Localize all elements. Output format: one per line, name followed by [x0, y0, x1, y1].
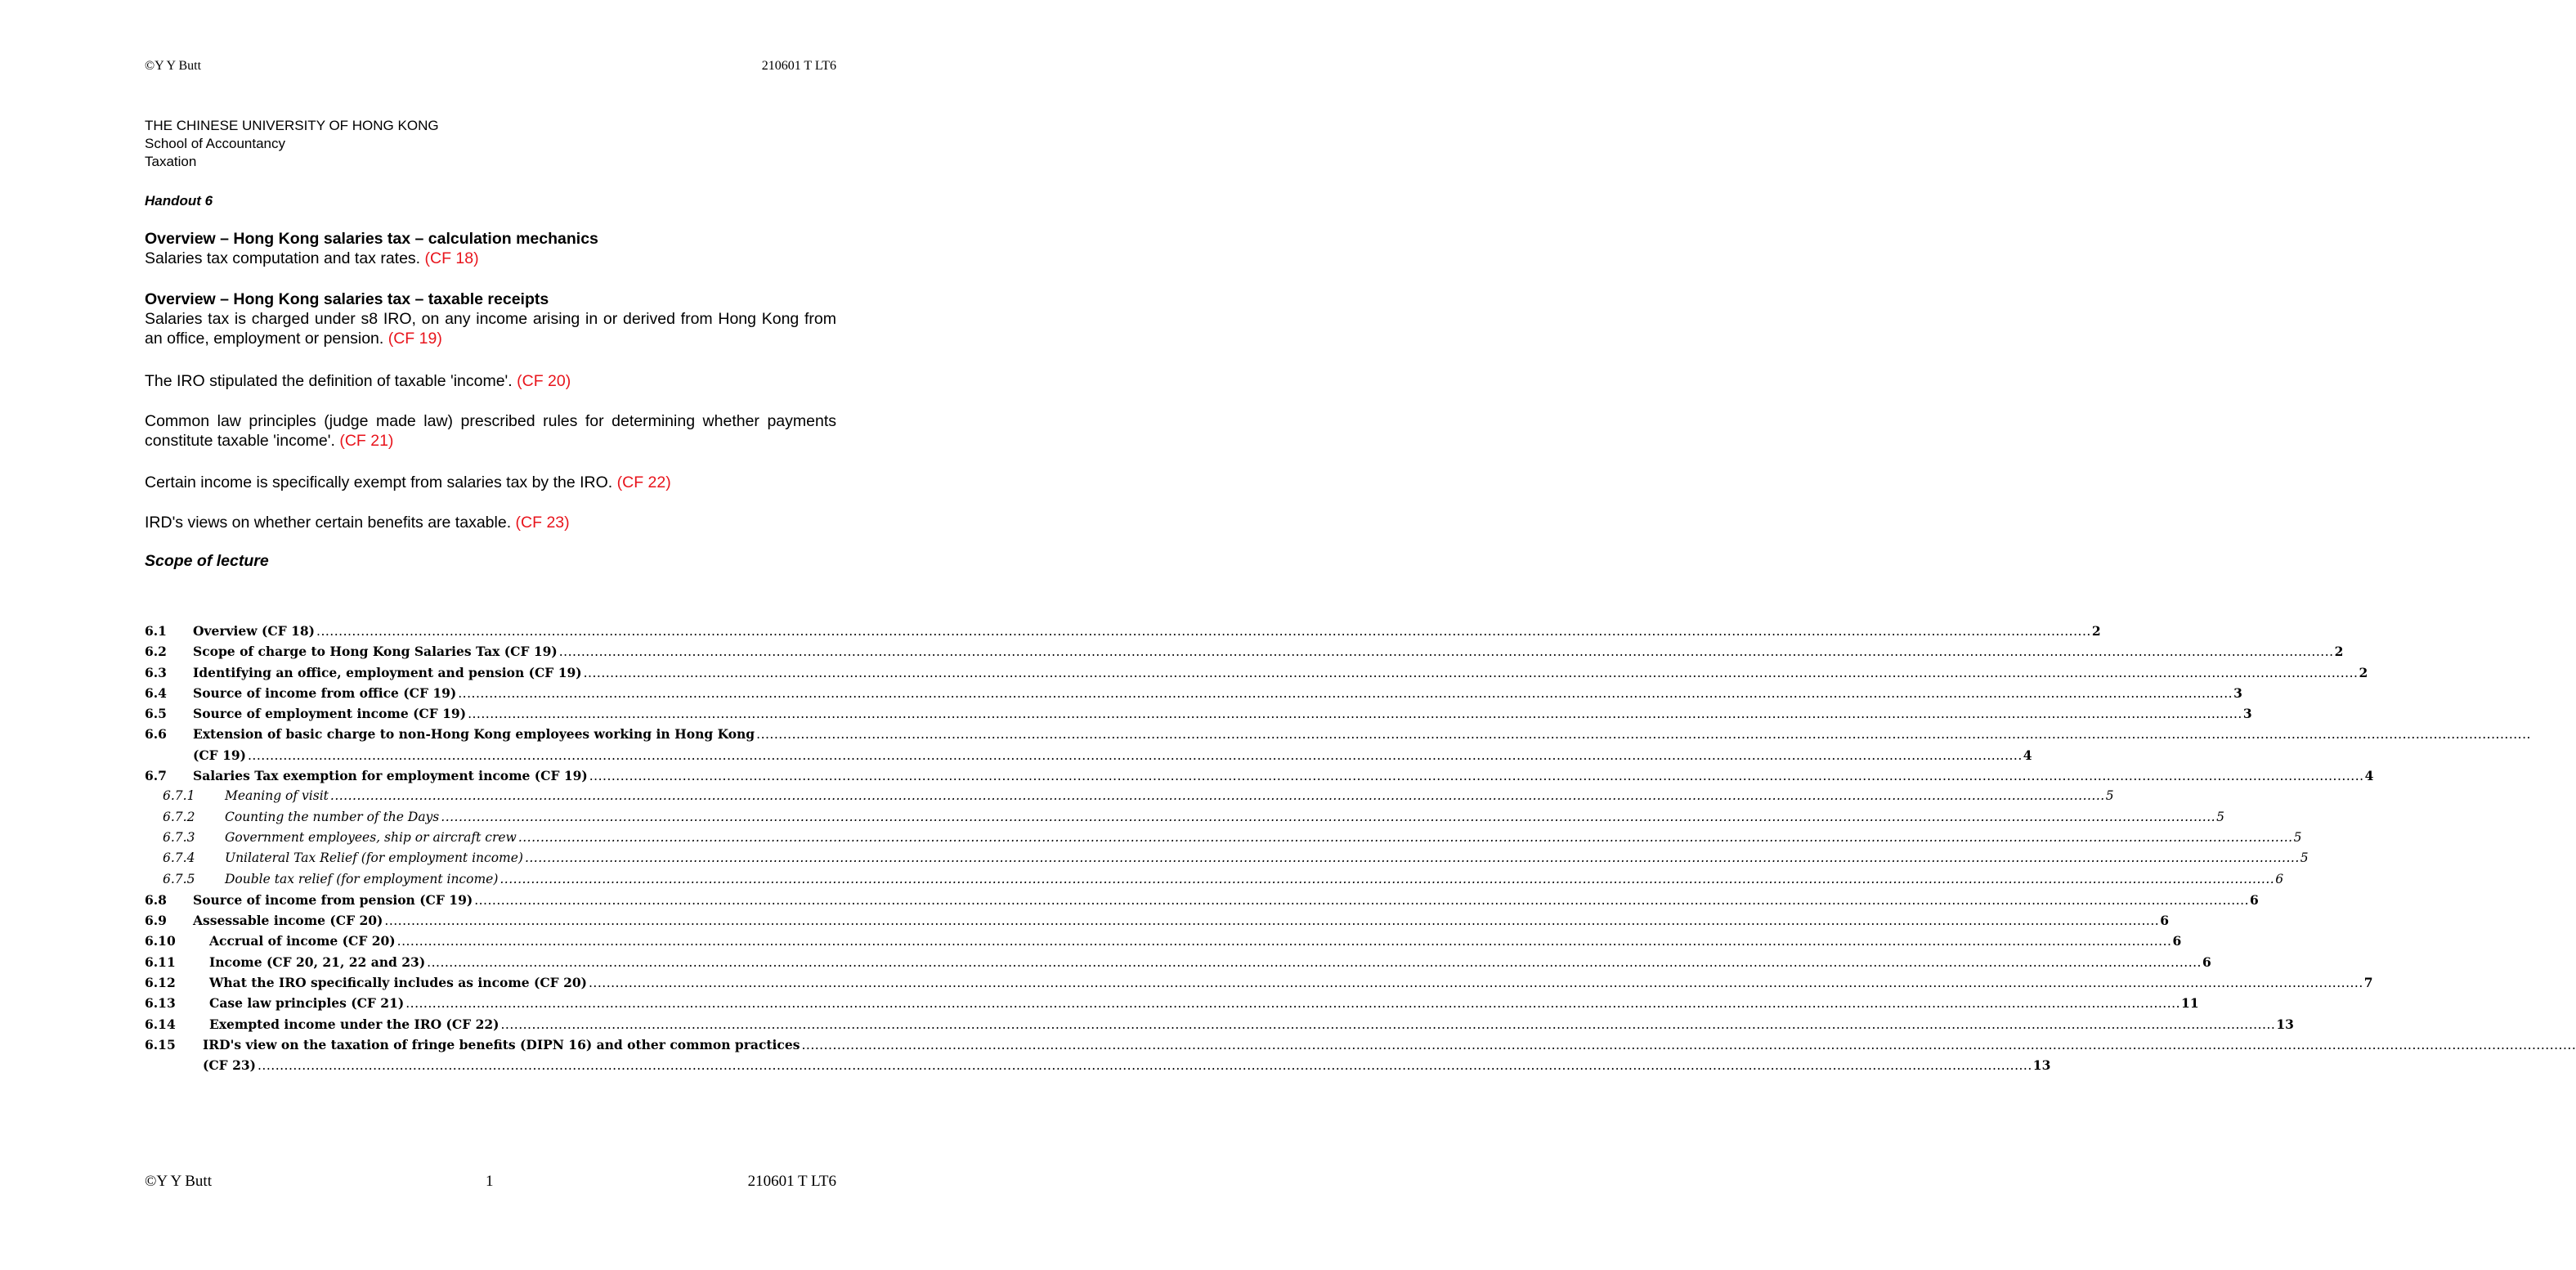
toc-entry-number: 6.10 [145, 933, 176, 949]
scope-heading: Scope of lecture [145, 552, 269, 570]
toc-entry-page: 5 [2216, 809, 2224, 824]
footer-left: ©Y Y Butt [145, 1173, 212, 1190]
toc-leader-dots: ................................................................................................................................................................................................................................................................................................................................................................................................................ [500, 1016, 2276, 1032]
toc-entry[interactable] [145, 641, 2344, 662]
cf-reference: (CF 19) [388, 330, 442, 348]
toc-entry-page: 13 [2276, 1016, 2294, 1032]
toc-entry-number: 6.3 [145, 664, 167, 680]
toc-entry-number: 6.7.4 [163, 850, 195, 866]
toc-leader-dots: ................................................................................................................................................................................................................................................................................................................................................................................................................ [247, 747, 2023, 763]
toc-entry[interactable] [145, 683, 2242, 703]
toc-leader-dots: ................................................................................................................................................................................................................................................................................................................................................................................................................ [756, 727, 2531, 743]
toc-entry-page: 3 [2233, 684, 2242, 701]
toc-leader-dots: ................................................................................................................................................................................................................................................................................................................................................................................................................ [801, 1037, 2576, 1052]
toc-entry-number: 6.1 [145, 623, 167, 639]
toc-entry-number: 6.7.1 [163, 788, 195, 804]
footer-right: 210601 T LT6 [747, 1173, 836, 1190]
paragraph-common-law [145, 411, 836, 451]
course-name: Taxation [145, 154, 197, 169]
paragraph-text: The IRO stipulated the definition of taxable 'income'. [145, 372, 513, 390]
cf-reference: (CF 22) [616, 473, 671, 491]
toc-entry[interactable] [145, 765, 2374, 786]
toc-entry-title: Salaries Tax exemption for employment income (CF 19) [193, 765, 589, 786]
toc-entry-number: 6.9 [145, 913, 167, 929]
toc-entry-title: Accrual of income (CF 20) [209, 931, 397, 951]
toc-entry-title: Source of income from pension (CF 19) [193, 890, 474, 910]
toc-leader-dots: ................................................................................................................................................................................................................................................................................................................................................................................................................ [441, 809, 2216, 824]
toc-entry[interactable] [145, 890, 2259, 910]
toc-leader-dots: ................................................................................................................................................................................................................................................................................................................................................................................................................ [524, 850, 2300, 866]
cf-reference: (CF 23) [515, 514, 570, 532]
toc-entry[interactable] [145, 621, 2101, 641]
cf-reference: (CF 21) [339, 432, 394, 450]
toc-entry[interactable] [145, 724, 2531, 744]
toc-entry-title: Overview (CF 18) [193, 621, 316, 641]
toc-entry[interactable] [145, 869, 2284, 890]
cf-reference: (CF 20) [517, 372, 571, 390]
toc-entry-number: 6.2 [145, 644, 167, 660]
toc-leader-dots: ................................................................................................................................................................................................................................................................................................................................................................................................................ [458, 685, 2233, 701]
toc-entry-title: IRD's view on the taxation of fringe benefits (DIPN 16) and other common practices [203, 1034, 801, 1055]
toc-entry-title: What the IRO specifically includes as income (CF 20) [209, 972, 589, 993]
header-left: ©Y Y Butt [145, 59, 202, 73]
toc-entry[interactable] [145, 1034, 2576, 1055]
toc-entry-number: 6.11 [145, 954, 176, 970]
section-taxable-receipts [145, 289, 836, 348]
toc-entry-page: 2 [2334, 644, 2344, 660]
institution-block [145, 117, 836, 171]
paragraph-text: Salaries tax is charged under s8 IRO, on any income arising in or derived from Hong Kong from an office, employment or pension. [145, 310, 836, 348]
toc-entry-number: 6.7.2 [163, 809, 195, 824]
toc-entry-page: 5 [2293, 829, 2302, 845]
toc-entry-title: (CF 23) [203, 1055, 258, 1075]
toc-entry-title: Extension of basic charge to non-Hong Kong employees working in Hong Kong [193, 724, 756, 744]
toc-entry-number: 6.5 [145, 706, 167, 722]
toc-leader-dots: ................................................................................................................................................................................................................................................................................................................................................................................................................ [589, 769, 2364, 784]
section-heading: Overview – Hong Kong salaries tax – calculation mechanics [145, 230, 598, 248]
toc-entry-page: 5 [2105, 788, 2114, 804]
toc-entry-page: 6 [2160, 913, 2169, 929]
toc-entry[interactable] [145, 952, 2211, 972]
toc-entry-number: 6.13 [145, 995, 176, 1012]
toc-entry[interactable] [145, 703, 2252, 724]
toc-entry-number: 6.4 [145, 684, 167, 701]
toc-leader-dots: ................................................................................................................................................................................................................................................................................................................................................................................................................ [316, 624, 2091, 639]
toc-entry[interactable] [145, 848, 2309, 868]
section-paragraph [145, 309, 836, 348]
university-name: THE CHINESE UNIVERSITY OF HONG KONG [145, 118, 439, 133]
toc-entry-title: Identifying an office, employment and pension (CF 19) [193, 662, 584, 683]
toc-leader-dots: ................................................................................................................................................................................................................................................................................................................................................................................................................ [396, 934, 2172, 949]
toc-entry-title: Scope of charge to Hong Kong Salaries Tax (CF 19) [193, 641, 559, 662]
toc-leader-dots: ................................................................................................................................................................................................................................................................................................................................................................................................................ [583, 665, 2359, 680]
toc-leader-dots: ................................................................................................................................................................................................................................................................................................................................................................................................................ [588, 976, 2363, 991]
section-paragraph [145, 249, 836, 268]
toc-entry[interactable] [145, 1055, 2051, 1075]
toc-entry[interactable] [145, 972, 2373, 993]
toc-leader-dots: ................................................................................................................................................................................................................................................................................................................................................................................................................ [517, 829, 2293, 845]
toc-entry-page: 4 [2023, 747, 2032, 763]
toc-entry-page: 13 [2032, 1057, 2051, 1074]
toc-entry-page: 6 [2202, 954, 2211, 970]
toc-entry-title: Source of employment income (CF 19) [193, 703, 468, 724]
toc-entry-title: Exempted income under the IRO (CF 22) [209, 1014, 501, 1034]
paragraph-text: Certain income is specifically exempt from salaries tax by the IRO. [145, 473, 613, 491]
paragraph-text: Salaries tax computation and tax rates. [145, 249, 421, 267]
toc-entry-title: Government employees, ship or aircraft crew [225, 828, 518, 848]
toc-leader-dots: ................................................................................................................................................................................................................................................................................................................................................................................................................ [474, 892, 2250, 908]
toc-entry[interactable] [145, 662, 2368, 683]
toc-entry-page: 2 [2359, 664, 2368, 680]
toc-entry-title: Assessable income (CF 20) [193, 910, 384, 931]
paragraph-text: Common law principles (judge made law) prescribed rules for determining whether payments constitute taxable 'income'. [145, 412, 836, 450]
toc-entry-number: 6.7.3 [163, 829, 195, 845]
toc-entry-title: Case law principles (CF 21) [209, 993, 405, 1013]
toc-entry-title: Income (CF 20, 21, 22 and 23) [209, 952, 427, 972]
toc-entry-title: Counting the number of the Days [225, 807, 441, 828]
toc-entry-number: 6.7.5 [163, 871, 195, 886]
toc-entry-title: Unilateral Tax Relief (for employment income) [225, 848, 525, 868]
toc-leader-dots: ................................................................................................................................................................................................................................................................................................................................................................................................................ [500, 871, 2275, 886]
toc-entry[interactable] [145, 1014, 2294, 1034]
toc-entry[interactable] [145, 745, 2032, 765]
toc-entry-page: 2 [2091, 623, 2101, 639]
paragraph-iro-definition [145, 371, 836, 391]
toc-entry-page: 5 [2300, 850, 2309, 866]
section-calculation-mechanics [145, 229, 836, 268]
toc-entry-page: 4 [2364, 768, 2374, 784]
toc-entry-number: 6.6 [145, 726, 167, 743]
toc-entry-title: Meaning of visit [225, 786, 330, 806]
toc-entry-page: 6 [2172, 933, 2182, 949]
toc-entry-page: 7 [2363, 975, 2373, 991]
toc-entry-number: 6.14 [145, 1016, 176, 1032]
cf-reference: (CF 18) [424, 249, 479, 267]
toc-entry-title: Source of income from office (CF 19) [193, 683, 458, 703]
toc-entry-title: (CF 19) [193, 745, 248, 765]
paragraph-text: IRD's views on whether certain benefits are taxable. [145, 514, 512, 532]
toc-entry-number: 6.8 [145, 891, 167, 908]
toc-entry-title: Double tax relief (for employment income) [225, 869, 500, 890]
header-right: 210601 T LT6 [761, 59, 836, 73]
paragraph-exempt-income [145, 473, 836, 492]
toc-entry[interactable] [145, 931, 2182, 951]
toc-leader-dots: ................................................................................................................................................................................................................................................................................................................................................................................................................ [329, 788, 2105, 804]
toc-entry-page: 11 [2181, 995, 2199, 1012]
toc-entry-number: 6.15 [145, 1036, 176, 1052]
school-name: School of Accountancy [145, 136, 286, 151]
toc-leader-dots: ................................................................................................................................................................................................................................................................................................................................................................................................................ [257, 1058, 2032, 1074]
footer-page-number: 1 [486, 1173, 494, 1190]
toc-leader-dots: ................................................................................................................................................................................................................................................................................................................................................................................................................ [427, 954, 2202, 970]
toc-entry-page: 3 [2242, 706, 2252, 722]
toc-entry[interactable] [145, 910, 2169, 931]
toc-entry[interactable] [145, 993, 2199, 1013]
toc-entry-page: 6 [2250, 891, 2259, 908]
toc-entry-number: 6.7 [145, 768, 167, 784]
toc-entry[interactable] [145, 786, 2114, 806]
toc-entry[interactable] [145, 807, 2224, 828]
toc-leader-dots: ................................................................................................................................................................................................................................................................................................................................................................................................................ [468, 707, 2242, 722]
toc-leader-dots: ................................................................................................................................................................................................................................................................................................................................................................................................................ [384, 913, 2160, 929]
toc-leader-dots: ................................................................................................................................................................................................................................................................................................................................................................................................................ [405, 996, 2181, 1012]
table-of-contents [145, 621, 2576, 1076]
toc-entry-number: 6.12 [145, 975, 176, 991]
toc-entry[interactable] [145, 828, 2302, 848]
section-heading: Overview – Hong Kong salaries tax – taxable receipts [145, 290, 549, 308]
toc-leader-dots: ................................................................................................................................................................................................................................................................................................................................................................................................................ [558, 644, 2334, 660]
paragraph-ird-views [145, 513, 836, 532]
handout-title: Handout 6 [145, 193, 213, 209]
toc-entry-page: 6 [2275, 871, 2284, 886]
